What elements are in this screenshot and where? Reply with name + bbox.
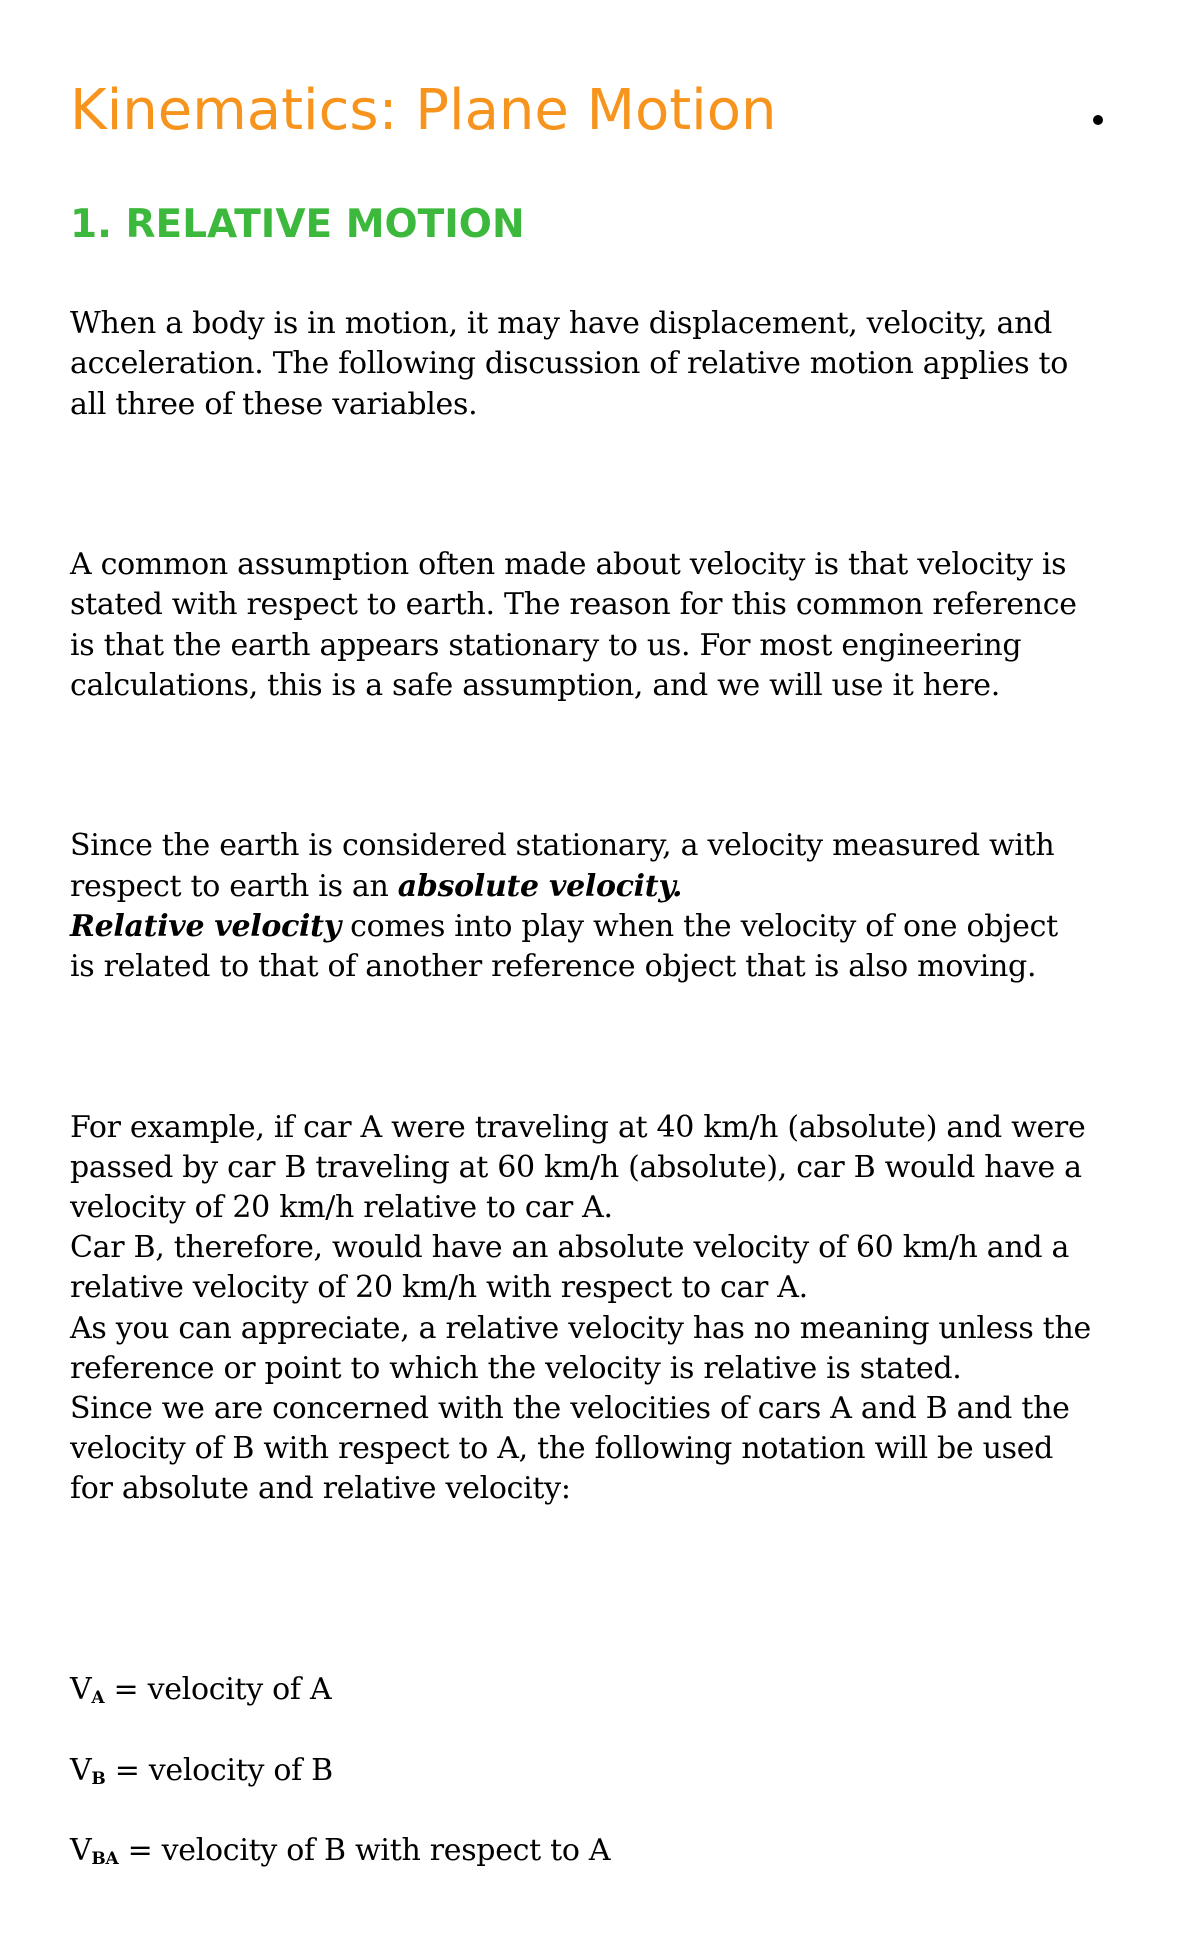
- text-line: is related to that of another reference object that is also moving.: [70, 949, 1037, 985]
- paragraph-absolute-relative: [70, 826, 1140, 987]
- paragraph-gap: [70, 1027, 1140, 1067]
- notation-symbol: V: [70, 1672, 92, 1708]
- paragraph-gap: [70, 465, 1140, 505]
- text-line: Since the earth is considered stationary, a velocity measured with: [70, 828, 1055, 864]
- title-row: [70, 72, 1140, 150]
- text-fragment: comes into play when the velocity of one object: [340, 908, 1058, 944]
- term-absolute-velocity: absolute velocity.: [397, 868, 683, 904]
- notation-definition: = velocity of B with respect to A: [118, 1833, 611, 1869]
- notation-symbol: V: [70, 1752, 92, 1788]
- notation-definition: = velocity of A: [104, 1672, 332, 1708]
- body-text: [70, 264, 1140, 1952]
- notation-subscript: BA: [91, 1849, 119, 1870]
- term-relative-velocity: Relative velocity: [70, 908, 341, 944]
- paragraph-example: For example, if car A were traveling at 40 km/h (absolute) and were passed by car B traveling at 60 km/h (absolute), car B would have a velocity of 20 km/h relative to car A. Car B, therefore, would have an absolute velocity of 60 km/h and a relative velocity of 20 km/h with respect to car A. As you can appreciate, a relative velocity has no meaning unless the reference or point to which the velocity is relative is stated. Since we are concerned with the velocities of cars A and B and the velocity of B with respect to A, the following notation will be used for absolute and relative velocity:: [70, 1109, 1091, 1507]
- paragraph-intro: When a body is in motion, it may have displacement, velocity, and acceleration. The following discussion of relative motion applies to all three of these variables.: [70, 306, 1069, 422]
- text-fragment: respect to earth is an: [70, 868, 398, 904]
- notation-list: [70, 1630, 1140, 1911]
- notation-definition: = velocity of B: [105, 1752, 333, 1788]
- bullet-dot: [1093, 115, 1103, 125]
- notation-subscript: A: [91, 1688, 105, 1709]
- section-heading: 1. RELATIVE MOTION: [70, 202, 525, 247]
- paragraph-gap: [70, 746, 1140, 786]
- paragraph-gap: [70, 1550, 1140, 1590]
- notation-item: [70, 1670, 1140, 1710]
- notation-item: [70, 1751, 1140, 1791]
- paragraph-assumption: A common assumption often made about velocity is that velocity is stated with respect to earth. The reason for this common reference is that the earth appears stationary to us. For most engineering calculations, this is a safe assumption, and we will use it here.: [70, 547, 1077, 703]
- notation-item: [70, 1831, 1140, 1871]
- notation-symbol: V: [70, 1833, 92, 1869]
- document-page: [70, 72, 1140, 1952]
- notation-subscript: B: [91, 1768, 106, 1789]
- page-title: Kinematics: Plane Motion: [70, 78, 777, 143]
